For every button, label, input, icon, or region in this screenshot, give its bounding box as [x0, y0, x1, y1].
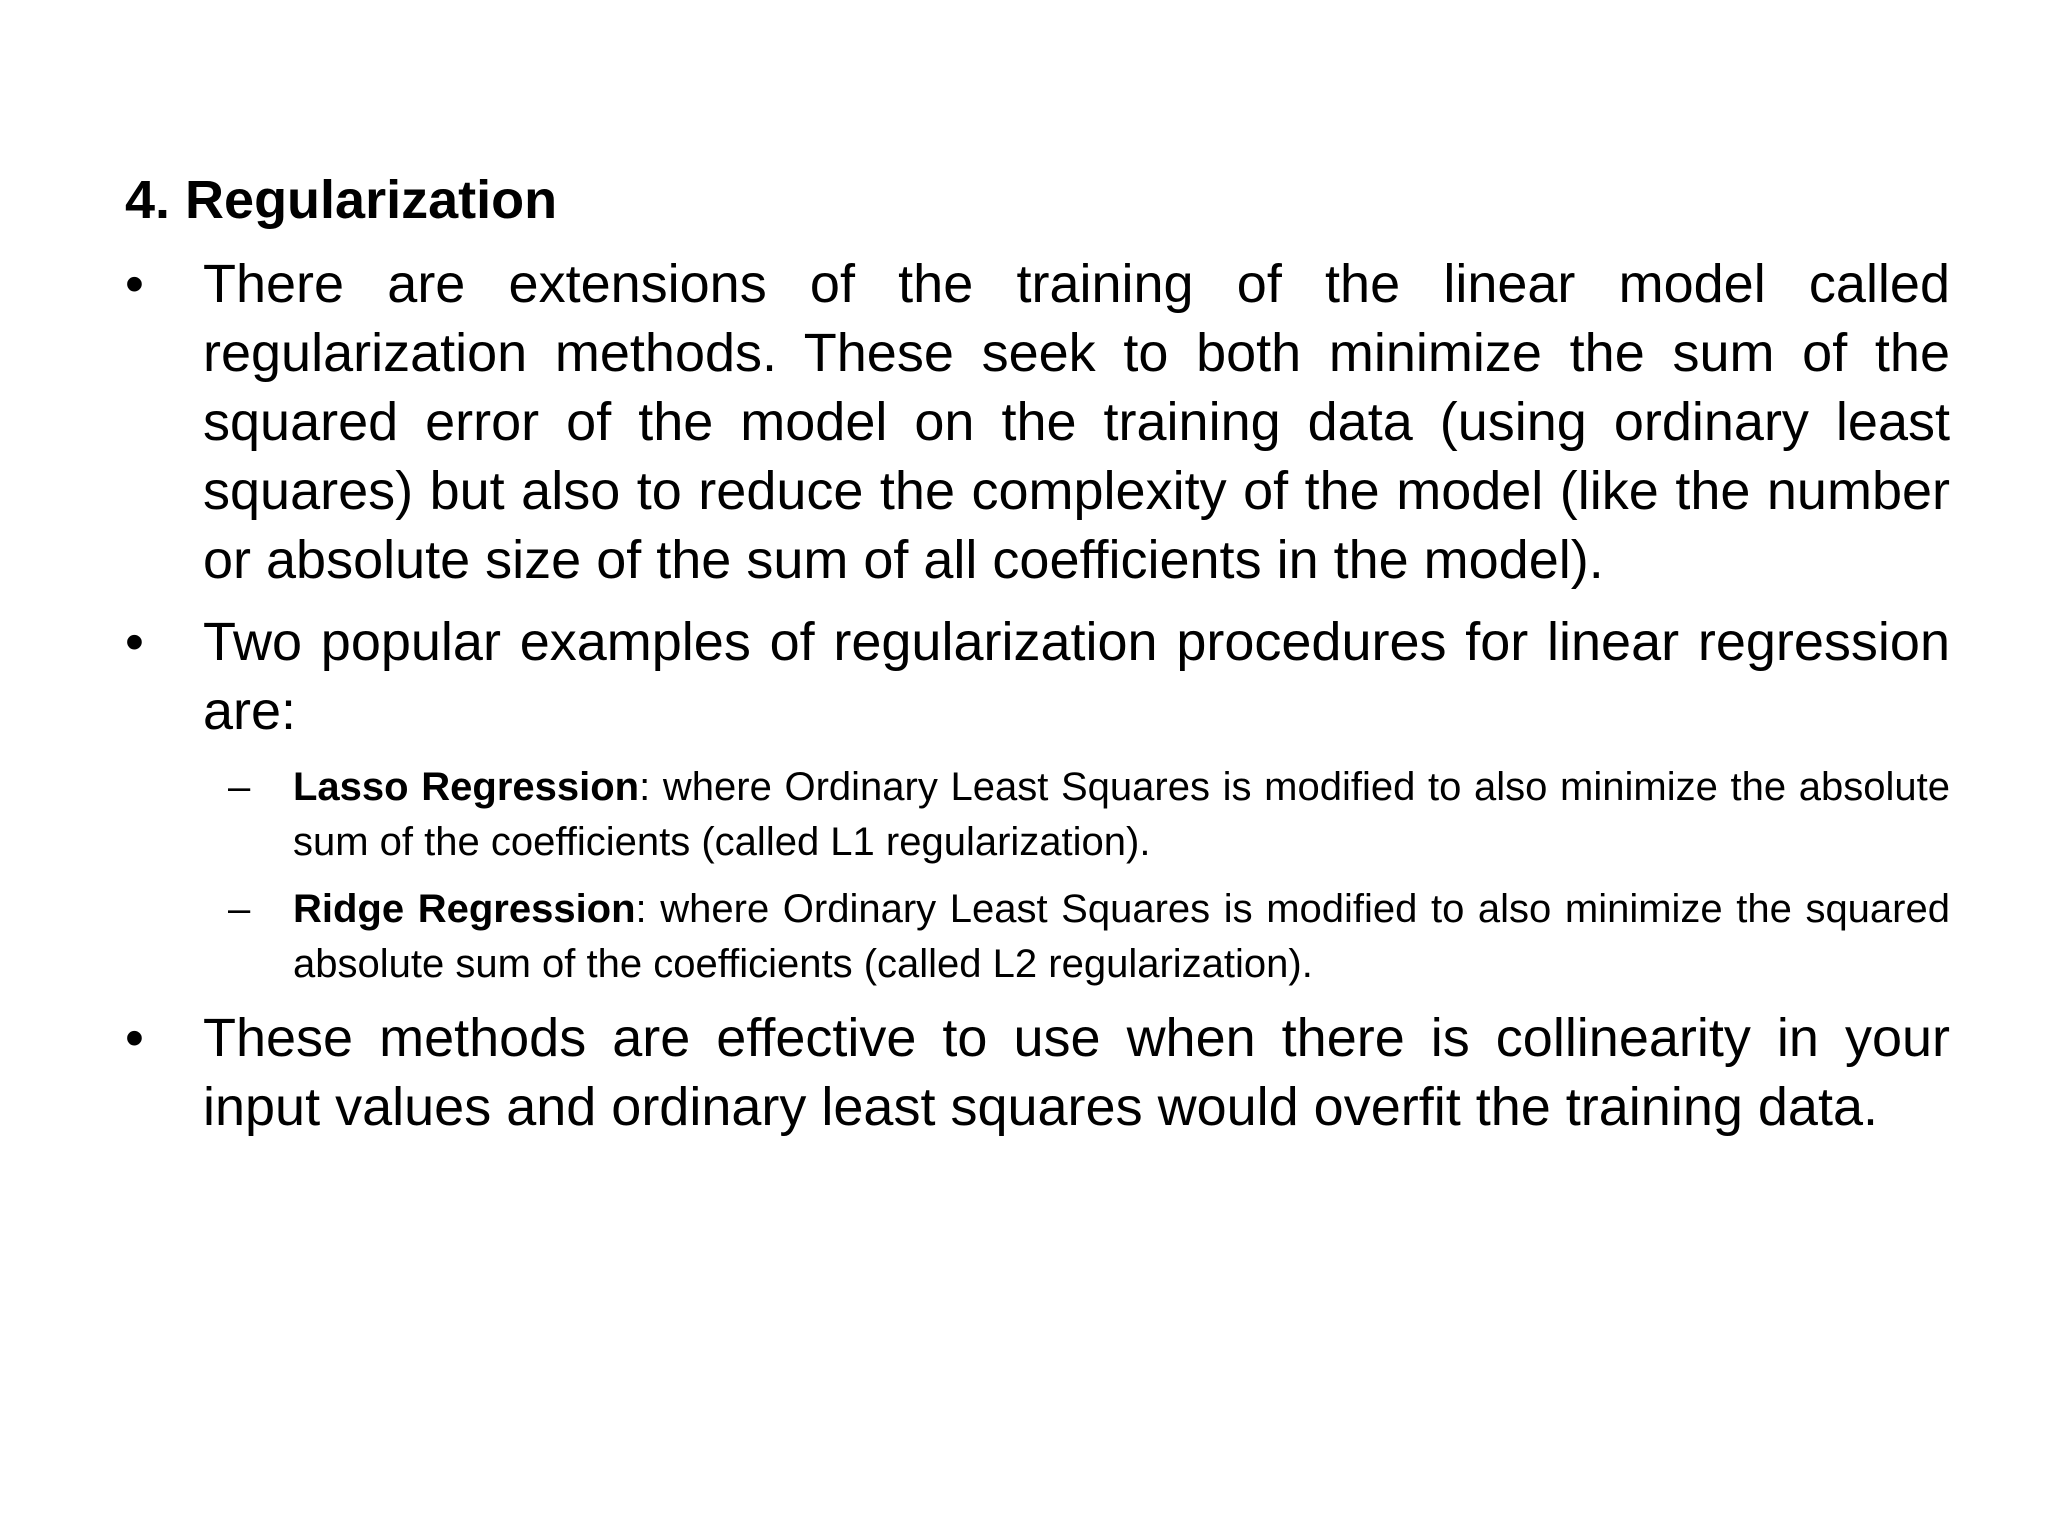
sub-description: : where Ordinary Least Squares is modified to also minimize the squared absolute sum of the coefficients (called L2 regularization).	[293, 887, 1950, 986]
sub-text	[293, 760, 1950, 870]
sub-description: : where Ordinary Least Squares is modified to also minimize the absolute sum of the coefficients (called L1 regularization).	[293, 765, 1950, 864]
sub-term: Ridge Regression	[293, 887, 636, 931]
sub-item-ridge	[228, 882, 1950, 992]
bullet-item	[125, 1004, 1950, 1211]
bullet-text: Two popular examples of regularization procedures for linear regression are:	[203, 612, 1950, 741]
bullet-marker: •	[125, 612, 144, 672]
bullet-item	[125, 608, 1950, 746]
sub-item-lasso	[228, 760, 1950, 870]
bullet-marker: •	[125, 1008, 144, 1068]
bullet-text: These methods are effective to use when there is collinearity in your input values and ordinary least squares would overfit the training data.	[203, 1008, 1950, 1137]
slide-heading: 4. Regularization	[125, 170, 558, 230]
bullet-item	[125, 250, 1950, 595]
sub-term: Lasso Regression	[293, 765, 640, 809]
bullet-text: There are extensions of the training of the linear model called regularization methods. These seek to both minimize the sum of the squared error of the model on the training data (using ordinary least squares) but also to reduce the complexity of the model (like the number or absolute size of the sum of all coefficients in the model).	[203, 254, 1950, 590]
bullet-marker: •	[125, 254, 144, 314]
sub-text	[293, 882, 1950, 992]
sub-marker: –	[228, 765, 251, 809]
sub-marker: –	[228, 887, 251, 931]
